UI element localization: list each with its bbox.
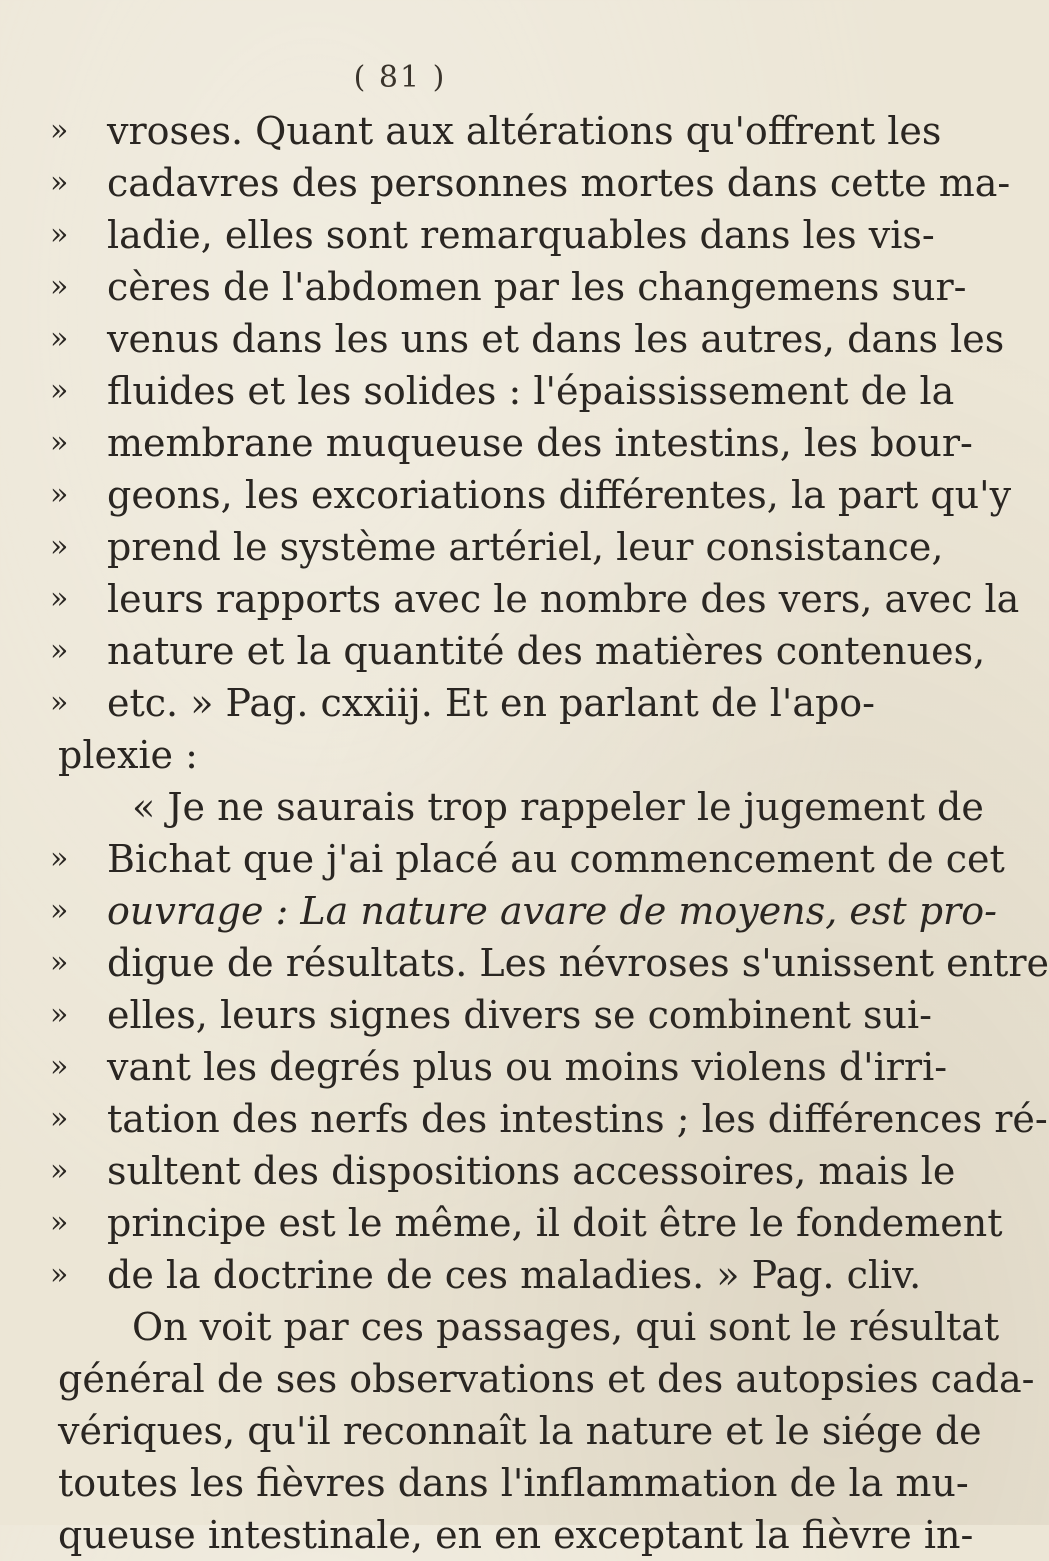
line-text: fluides et les solides : l'épaississement de la — [107, 369, 955, 413]
line-text: etc. » Pag. cxxiij. Et en parlant de l'apo- — [107, 681, 876, 725]
text-line — [0, 677, 876, 729]
text-line — [0, 261, 967, 313]
line-text: sultent des dispositions accessoires, mais le — [107, 1149, 956, 1193]
line-text: de la doctrine de ces maladies. » Pag. cliv. — [107, 1253, 922, 1297]
quote-mark: » — [50, 685, 69, 720]
text-line — [0, 521, 944, 573]
line-text: Bichat que j'ai placé au commencement de cet — [107, 837, 1005, 881]
text-line — [0, 105, 942, 157]
quote-mark: » — [50, 165, 69, 200]
quote-mark: » — [50, 945, 69, 980]
text-line — [0, 417, 973, 469]
text-line — [0, 365, 955, 417]
text-line — [0, 573, 1020, 625]
quote-mark: » — [50, 529, 69, 564]
text-line — [0, 1405, 982, 1457]
quote-mark: » — [50, 217, 69, 252]
quote-mark: » — [50, 1049, 69, 1084]
line-text: geons, les excoriations différentes, la part qu'y — [107, 473, 1012, 517]
text-line — [0, 1145, 956, 1197]
line-text: ouvrage : La nature avare de moyens, est pro- — [107, 889, 997, 933]
text-line — [0, 625, 986, 677]
text-line — [0, 1041, 948, 1093]
text-line — [0, 1249, 922, 1301]
quote-mark: » — [50, 269, 69, 304]
page-number-header: ( 81 ) — [353, 60, 447, 95]
line-text: tation des nerfs des intestins ; les différences ré- — [107, 1097, 1048, 1141]
quote-mark: » — [50, 477, 69, 512]
text-line — [0, 157, 1011, 209]
text-line — [0, 209, 935, 261]
quote-mark: » — [50, 893, 69, 928]
line-text: leurs rapports avec le nombre des vers, avec la — [107, 577, 1020, 621]
text-line — [0, 1301, 1000, 1353]
text-line — [0, 989, 932, 1041]
text-line — [0, 1509, 974, 1561]
line-text: ladie, elles sont remarquables dans les vis- — [107, 213, 935, 257]
line-text: membrane muqueuse des intestins, les bour- — [107, 421, 973, 465]
quote-mark: » — [50, 841, 69, 876]
line-text: vroses. Quant aux altérations qu'offrent les — [107, 109, 942, 153]
line-text: plexie : — [58, 733, 198, 777]
line-text: « Je ne saurais trop rappeler le jugement de — [132, 785, 984, 829]
quote-mark: » — [50, 997, 69, 1032]
text-line — [0, 1457, 969, 1509]
line-text: vériques, qu'il reconnaît la nature et le siége de — [58, 1409, 982, 1453]
line-text: venus dans les uns et dans les autres, dans les — [107, 317, 1005, 361]
text-line — [0, 885, 997, 937]
quote-mark: » — [50, 113, 69, 148]
line-text: queuse intestinale, en en exceptant la fièvre in- — [58, 1513, 974, 1557]
line-text: prend le système artériel, leur consistance, — [107, 525, 944, 569]
quote-mark: » — [50, 373, 69, 408]
quote-mark: » — [50, 321, 69, 356]
line-text: principe est le même, il doit être le fondement — [107, 1201, 1003, 1245]
line-text: cadavres des personnes mortes dans cette ma- — [107, 161, 1011, 205]
text-line — [0, 469, 1012, 521]
text-line — [0, 781, 984, 833]
line-text: digue de résultats. Les névroses s'unissent entre — [107, 941, 1049, 985]
line-text: toutes les fièvres dans l'inflammation de la mu- — [58, 1461, 969, 1505]
text-line — [0, 1093, 1048, 1145]
quote-mark: » — [50, 1153, 69, 1188]
line-text: cères de l'abdomen par les changemens sur- — [107, 265, 967, 309]
text-line — [0, 729, 800, 781]
quote-mark: » — [50, 1205, 69, 1240]
line-text: général de ses observations et des autopsies cada- — [58, 1357, 1035, 1401]
quote-mark: » — [50, 581, 69, 616]
line-text: nature et la quantité des matières contenues, — [107, 629, 986, 673]
text-line — [0, 1197, 1003, 1249]
quote-mark: » — [50, 425, 69, 460]
quote-mark: » — [50, 1101, 69, 1136]
line-text: On voit par ces passages, qui sont le résultat — [132, 1305, 1000, 1349]
text-line — [0, 833, 1005, 885]
text-line — [0, 1353, 1035, 1405]
line-text: vant les degrés plus ou moins violens d'irri- — [107, 1045, 948, 1089]
text-line — [0, 937, 1049, 989]
text-line — [0, 313, 1005, 365]
quote-mark: » — [50, 633, 69, 668]
line-text: elles, leurs signes divers se combinent sui- — [107, 993, 932, 1037]
quote-mark: » — [50, 1257, 69, 1292]
